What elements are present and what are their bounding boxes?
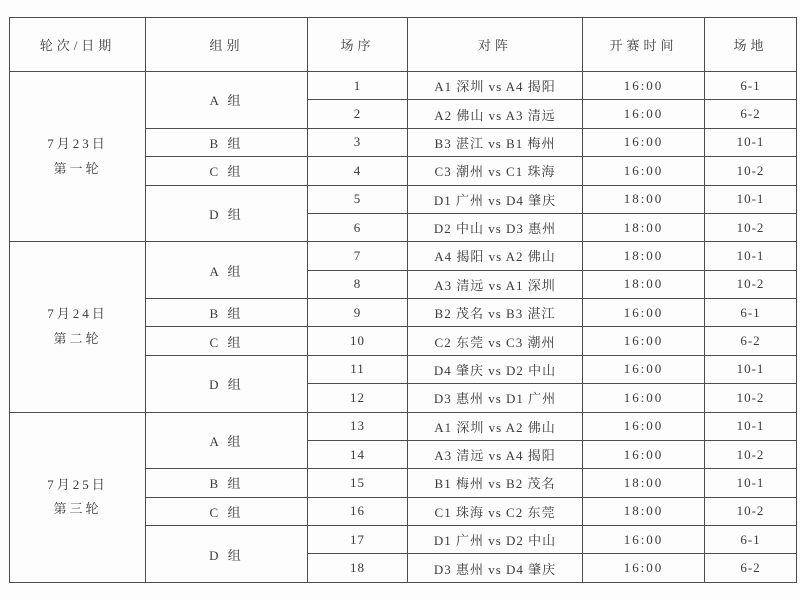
venue-cell: 6-1 [705, 526, 797, 554]
group-cell: A 组 [146, 412, 308, 469]
time-cell: 18:00 [583, 242, 705, 270]
match-no-cell: 16 [308, 497, 408, 525]
time-cell: 18:00 [583, 270, 705, 298]
matchup-cell: B1 梅州 vs B2 茂名 [408, 469, 583, 497]
time-cell: 16:00 [583, 384, 705, 412]
venue-cell: 10-2 [705, 497, 797, 525]
table-row [10, 242, 797, 270]
venue-cell: 10-2 [705, 213, 797, 241]
match-no-cell: 8 [308, 270, 408, 298]
venue-cell: 10-1 [705, 185, 797, 213]
schedule-table [9, 17, 797, 583]
time-cell: 16:00 [583, 299, 705, 327]
matchup-cell: C1 珠海 vs C2 东莞 [408, 497, 583, 525]
venue-cell: 10-1 [705, 242, 797, 270]
match-no-cell: 1 [308, 72, 408, 100]
col-header-match-no: 场序 [308, 18, 408, 72]
table-row [10, 412, 797, 440]
group-cell: B 组 [146, 299, 308, 327]
matchup-cell: A1 深圳 vs A2 佛山 [408, 412, 583, 440]
col-header-group: 组别 [146, 18, 308, 72]
group-cell: D 组 [146, 526, 308, 583]
time-cell: 16:00 [583, 440, 705, 468]
group-cell: A 组 [146, 242, 308, 299]
venue-cell: 10-1 [705, 469, 797, 497]
col-header-start-time: 开赛时间 [583, 18, 705, 72]
match-no-cell: 4 [308, 157, 408, 185]
round-date-cell [10, 242, 146, 412]
venue-cell: 10-1 [705, 128, 797, 156]
time-cell: 16:00 [583, 526, 705, 554]
match-no-cell: 18 [308, 554, 408, 583]
match-no-cell: 7 [308, 242, 408, 270]
match-no-cell: 3 [308, 128, 408, 156]
venue-cell: 6-2 [705, 100, 797, 128]
match-no-cell: 2 [308, 100, 408, 128]
matchup-cell: C3 潮州 vs C1 珠海 [408, 157, 583, 185]
round-name: 第一轮 [53, 160, 102, 176]
venue-cell: 6-1 [705, 72, 797, 100]
matchup-cell: A4 揭阳 vs A2 佛山 [408, 242, 583, 270]
time-cell: 16:00 [583, 412, 705, 440]
time-cell: 18:00 [583, 185, 705, 213]
match-no-cell: 17 [308, 526, 408, 554]
round-name: 第三轮 [53, 501, 102, 517]
matchup-cell: B3 湛江 vs B1 梅州 [408, 128, 583, 156]
time-cell: 16:00 [583, 72, 705, 100]
round-date: 7月23日 [47, 135, 108, 151]
match-no-cell: 11 [308, 355, 408, 383]
round-date: 7月24日 [47, 306, 108, 322]
matchup-cell: D3 惠州 vs D4 肇庆 [408, 554, 583, 583]
col-header-matchup: 对阵 [408, 18, 583, 72]
venue-cell: 10-2 [705, 384, 797, 412]
time-cell: 16:00 [583, 157, 705, 185]
match-no-cell: 12 [308, 384, 408, 412]
match-no-cell: 14 [308, 440, 408, 468]
venue-cell: 6-1 [705, 299, 797, 327]
venue-cell: 6-2 [705, 554, 797, 583]
time-cell: 18:00 [583, 213, 705, 241]
matchup-cell: D3 惠州 vs D1 广州 [408, 384, 583, 412]
venue-cell: 10-2 [705, 270, 797, 298]
group-cell: A 组 [146, 72, 308, 129]
matchup-cell: A2 佛山 vs A3 清远 [408, 100, 583, 128]
match-no-cell: 10 [308, 327, 408, 355]
group-cell: B 组 [146, 128, 308, 156]
group-cell: D 组 [146, 185, 308, 242]
matchup-cell: D1 广州 vs D4 肇庆 [408, 185, 583, 213]
time-cell: 16:00 [583, 100, 705, 128]
group-cell: C 组 [146, 497, 308, 525]
time-cell: 16:00 [583, 355, 705, 383]
col-header-venue: 场地 [705, 18, 797, 72]
time-cell: 16:00 [583, 327, 705, 355]
col-header-round-date: 轮次/日期 [10, 18, 146, 72]
group-cell: B 组 [146, 469, 308, 497]
matchup-cell: D1 广州 vs D2 中山 [408, 526, 583, 554]
match-no-cell: 5 [308, 185, 408, 213]
venue-cell: 10-2 [705, 440, 797, 468]
match-no-cell: 13 [308, 412, 408, 440]
match-no-cell: 6 [308, 213, 408, 241]
table-row [10, 72, 797, 100]
matchup-cell: D2 中山 vs D3 惠州 [408, 213, 583, 241]
match-no-cell: 9 [308, 299, 408, 327]
time-cell: 18:00 [583, 469, 705, 497]
venue-cell: 6-2 [705, 327, 797, 355]
venue-cell: 10-1 [705, 412, 797, 440]
round-date-cell [10, 72, 146, 242]
group-cell: C 组 [146, 327, 308, 355]
time-cell: 18:00 [583, 497, 705, 525]
matchup-cell: D4 肇庆 vs D2 中山 [408, 355, 583, 383]
round-name: 第二轮 [53, 330, 102, 346]
venue-cell: 10-1 [705, 355, 797, 383]
matchup-cell: A3 清远 vs A4 揭阳 [408, 440, 583, 468]
matchup-cell: C2 东莞 vs C3 潮州 [408, 327, 583, 355]
time-cell: 16:00 [583, 128, 705, 156]
group-cell: D 组 [146, 355, 308, 412]
matchup-cell: B2 茂名 vs B3 湛江 [408, 299, 583, 327]
matchup-cell: A1 深圳 vs A4 揭阳 [408, 72, 583, 100]
round-date-cell [10, 412, 146, 583]
match-no-cell: 15 [308, 469, 408, 497]
time-cell: 16:00 [583, 554, 705, 583]
matchup-cell: A3 清远 vs A1 深圳 [408, 270, 583, 298]
group-cell: C 组 [146, 157, 308, 185]
header-row [10, 18, 797, 72]
round-date: 7月25日 [47, 476, 108, 492]
venue-cell: 10-2 [705, 157, 797, 185]
